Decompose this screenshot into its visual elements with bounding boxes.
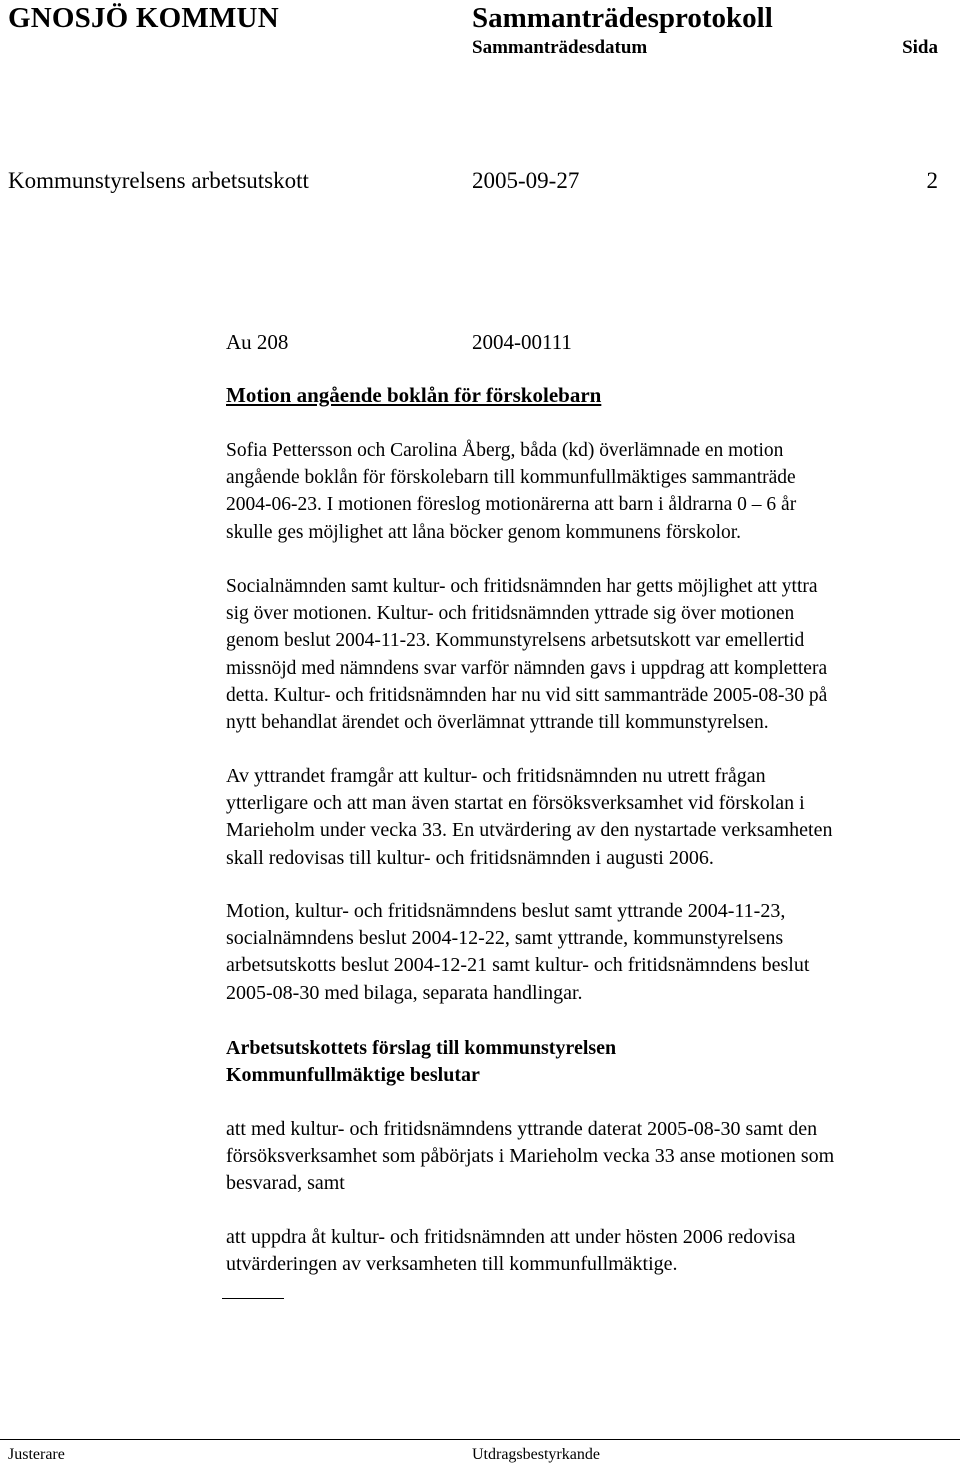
case-title: Motion angående boklån för förskolebarn xyxy=(226,383,602,407)
paragraph-line: 2004-06-23. I motionen föreslog motionärerna att barn i åldrarna 0 – 6 år xyxy=(226,494,797,516)
decision-item xyxy=(226,1116,954,1198)
diary-number: 2004-00111 xyxy=(472,330,572,354)
adjusters-label: Justerare xyxy=(8,1446,65,1463)
footer-divider xyxy=(0,1439,960,1440)
case-number: Au 208 xyxy=(226,330,289,354)
protocol-title: Sammanträdesprotokoll xyxy=(472,2,773,34)
paragraph-line: arbetsutskotts beslut 2004-12-21 samt kultur- och fritidsnämndens beslut xyxy=(226,954,810,977)
paragraph-line: angående boklån för förskolebarn till kommunfullmäktiges sammanträde xyxy=(226,467,796,489)
paragraph-line: Sofia Pettersson och Carolina Åberg, båda (kd) överlämnade en motion xyxy=(226,440,784,461)
paragraph-consultation xyxy=(226,573,954,736)
proposal-subheading: Kommunfullmäktige beslutar xyxy=(226,1064,480,1086)
certified-copy-label: Utdragsbestyrkande xyxy=(472,1446,600,1463)
paragraph-line: att med kultur- och fritidsnämndens yttrande daterat 2005-08-30 samt den xyxy=(226,1118,818,1140)
paragraph-line: försöksverksamhet som påbörjats i Marieholm vecka 33 anse motionen som xyxy=(226,1145,835,1168)
paragraph-background xyxy=(226,437,954,546)
paragraph-line: skall redovisas till kultur- och fritidsnämnden i augusti 2006. xyxy=(226,846,714,869)
committee-name: Kommunstyrelsens arbetsutskott xyxy=(8,168,309,193)
paragraph-documents xyxy=(226,898,954,1007)
paragraph-line: skulle ges möjlighet att låna böcker genom kommunens förskolor. xyxy=(226,521,742,543)
paragraph-line: utvärderingen av verksamheten till kommunfullmäktige. xyxy=(226,1253,678,1276)
page-number: 2 xyxy=(926,168,938,193)
municipality-name: GNOSJÖ KOMMUN xyxy=(8,2,279,34)
proposal-heading: Arbetsutskottets förslag till kommunstyrelsen xyxy=(226,1037,617,1059)
page-label: Sida xyxy=(902,37,938,58)
section-end-rule xyxy=(222,1298,284,1299)
paragraph-line: Av yttrandet framgår att kultur- och fritidsnämnden nu utrett frågan xyxy=(226,765,766,787)
paragraph-line: Socialnämnden samt kultur- och fritidsnämnden har getts möjlighet att yttra xyxy=(226,576,818,597)
paragraph-line: Motion, kultur- och fritidsnämndens beslut samt yttrande 2004-11-23, xyxy=(226,900,786,922)
paragraph-line: genom beslut 2004-11-23. Kommunstyrelsens arbetsutskott var emellertid xyxy=(226,630,805,652)
paragraph-line: socialnämndens beslut 2004-12-22, samt yttrande, kommunstyrelsens xyxy=(226,927,784,950)
decision-item xyxy=(226,1224,954,1278)
paragraph-line: ytterligare och att man även startat en försöksverksamhet vid förskolan i xyxy=(226,792,805,815)
paragraph-line: sig över motionen. Kultur- och fritidsnämnden yttrade sig över motionen xyxy=(226,603,795,625)
paragraph-statement xyxy=(226,763,954,872)
paragraph-line: detta. Kultur- och fritidsnämnden har nu vid sitt sammanträde 2005-08-30 på xyxy=(226,684,828,706)
paragraph-line: att uppdra åt kultur- och fritidsnämnden att under hösten 2006 redovisa xyxy=(226,1226,796,1248)
paragraph-line: Marieholm under vecka 33. En utvärdering av den nystartade verksamheten xyxy=(226,819,833,842)
paragraph-line: 2005-08-30 med bilaga, separata handlingar. xyxy=(226,981,583,1004)
paragraph-line: nytt behandlat ärendet och överlämnat yttrande till kommunstyrelsen. xyxy=(226,712,769,734)
paragraph-line: missnöjd med nämndens svar varför nämnden gavs i uppdrag att komplettera xyxy=(226,657,828,679)
paragraph-line: besvarad, samt xyxy=(226,1172,345,1195)
meeting-date: 2005-09-27 xyxy=(472,168,580,193)
meeting-date-label: Sammanträdesdatum xyxy=(472,37,648,58)
